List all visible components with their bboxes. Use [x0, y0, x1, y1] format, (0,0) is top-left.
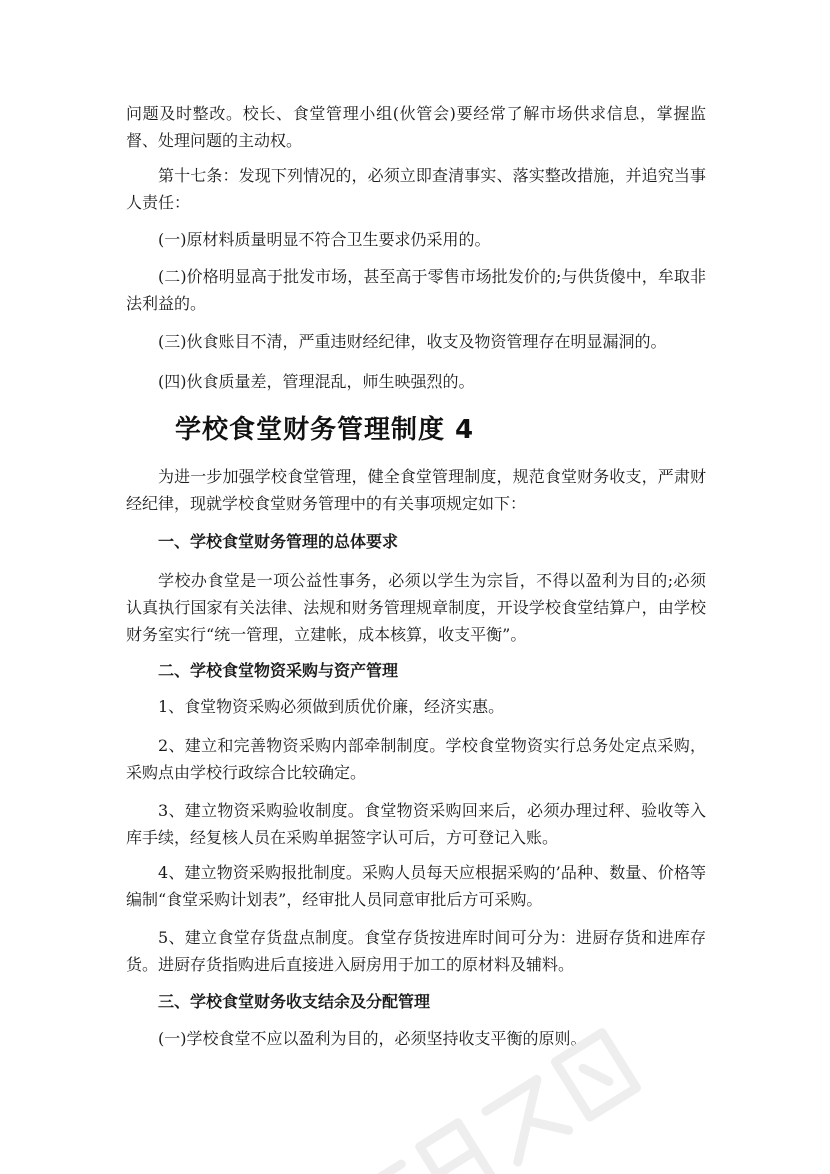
- paragraph-item-2: (二)价格明显高于批发市场，甚至高于零售市场批发价的;与供货傻中，牟取非法利益的。: [126, 267, 706, 313]
- paragraph-procurement-1: 1、食堂物资采购必须做到质优价廉，经济实惠。: [158, 697, 505, 716]
- section-title: 学校食堂财务管理制度 4: [175, 415, 475, 445]
- paragraph-procurement-3: 3、建立物资采购验收制度。食堂物资采购回来后，必须办理过秤、验收等入库手续，经复核人员在采购单据签字认可后，方可登记入账。: [126, 801, 706, 847]
- paragraph-general-requirements: 学校办食堂是一项公益性事务，必须以学生为宗旨，不得以盈利为目的;必须认真执行国家有关法律、法规和财务管理规章制度，开设学校食堂结算户，由学校财务室实行“统一管理，立建帐，成本核算，收支平衡”。: [126, 571, 706, 644]
- paragraph-item-1: (一)原材料质量明显不符合卫生要求仍采用的。: [158, 230, 491, 249]
- paragraph-item-3: (三)伙食账目不清，严重违财经纪律，收支及物资管理存在明显漏洞的。: [158, 332, 667, 351]
- paragraph-intro: 为进一步加强学校食堂管理，健全食堂管理制度，规范食堂财务收支，严肃财经纪律，现就学校食堂财务管理中的有关事项规定如下：: [126, 467, 706, 513]
- paragraph-procurement-5: 5、建立食堂存货盘点制度。食堂存货按进库时间可分为：进厨存货和进库存货。进厨存货指购进后直接进入厨房用于加工的原材料及辅料。: [126, 928, 706, 974]
- paragraph-continuation: 问题及时整改。校长、食堂管理小组(伙管会)要经常了解市场供求信息，掌握监督、处理问题的主动权。: [126, 104, 706, 150]
- paragraph-procurement-2: 2、建立和完善物资采购内部牵制制度。学校食堂物资实行总务处定点采购，采购点由学校行政综合比较确定。: [126, 736, 706, 782]
- paragraph-item-4: (四)伙食质量差，管理混乱，师生映强烈的。: [158, 372, 475, 391]
- paragraph-procurement-4: 4、建立物资采购报批制度。采购人员每天应根据采购的’品种、数量、价格等编制“食堂采购计划表”，经审批人员同意审批后方可采购。: [126, 863, 706, 909]
- heading-procurement: 二、学校食堂物资采购与资产管理: [158, 661, 399, 680]
- paragraph-income-expense-1: (一)学校食堂不应以盈利为目的，必须坚持收支平衡的原则。: [158, 1029, 587, 1048]
- paragraph-article-17: 第十七条：发现下列情况的，必须立即查清事实、落实整改措施，并追究当事人责任：: [126, 166, 706, 212]
- heading-general-requirements: 一、学校食堂财务管理的总体要求: [158, 532, 399, 551]
- heading-income-expense: 三、学校食堂财务收支结余及分配管理: [158, 992, 431, 1011]
